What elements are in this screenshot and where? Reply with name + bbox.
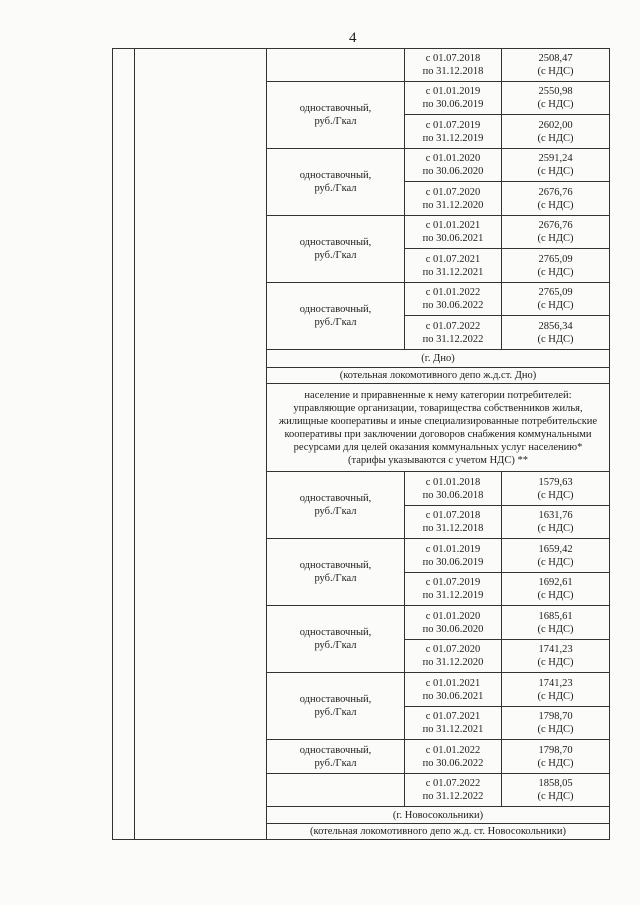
period-line: с 01.01.2020 bbox=[425, 153, 481, 164]
period-line: по 31.12.2018 bbox=[422, 523, 484, 534]
period-line: по 31.12.2019 bbox=[422, 590, 484, 601]
section-caption: (котельная локомотивного депо ж.д. ст. Новосокольники) bbox=[267, 824, 610, 840]
tariff-value-line: (с НДС) bbox=[537, 791, 574, 802]
period-cell bbox=[405, 506, 502, 539]
tariff-value-cell bbox=[502, 774, 610, 807]
rate-type-cell bbox=[267, 472, 405, 539]
rate-type-cell bbox=[267, 49, 405, 82]
consumer-category-line: население и приравненные к нему категории потребителей: bbox=[304, 389, 572, 401]
consumer-category-line: жилищные кооперативы и иные специализированные потребительские bbox=[278, 415, 598, 427]
tariff-value-line: 2676,76 bbox=[538, 186, 573, 198]
rate-type-line: руб./Гкал bbox=[314, 640, 357, 651]
period-line: с 01.07.2019 bbox=[425, 577, 481, 588]
tariff-value-line: 1631,76 bbox=[538, 510, 573, 521]
tariff-value-line: (с НДС) bbox=[537, 99, 574, 110]
tariff-value-line: (с НДС) bbox=[537, 556, 574, 568]
tariff-row bbox=[113, 49, 610, 82]
tariff-value-line: (с НДС) bbox=[537, 489, 574, 501]
tariff-value-line: (с НДС) bbox=[537, 657, 574, 668]
rate-type-line: одноставочный, bbox=[299, 237, 372, 248]
tariff-value-line: 2856,34 bbox=[538, 320, 573, 332]
tariff-value-cell bbox=[502, 472, 610, 506]
period-cell bbox=[405, 707, 502, 740]
tariff-value-cell bbox=[502, 249, 610, 283]
consumer-category-line: ресурсами для целей оказания коммунальных услуг населению* bbox=[293, 441, 583, 453]
rate-type-line: одноставочный, bbox=[299, 560, 372, 571]
section-caption: (котельная локомотивного депо ж.д.ст. Дно) bbox=[267, 368, 610, 384]
tariff-value-line: 2765,09 bbox=[538, 253, 573, 265]
rate-type-cell bbox=[267, 216, 405, 283]
period-line: по 31.12.2022 bbox=[422, 333, 484, 345]
period-cell bbox=[405, 316, 502, 350]
period-line: по 30.06.2019 bbox=[422, 99, 484, 110]
tariff-value-cell bbox=[502, 707, 610, 740]
period-cell bbox=[405, 115, 502, 149]
period-cell bbox=[405, 640, 502, 673]
tariff-value-line: (с НДС) bbox=[537, 590, 574, 601]
tariff-value-cell bbox=[502, 506, 610, 539]
period-line: с 01.07.2021 bbox=[425, 711, 481, 722]
period-line: с 01.07.2019 bbox=[425, 119, 481, 131]
tariff-value-line: 2765,09 bbox=[538, 287, 573, 298]
period-cell bbox=[405, 149, 502, 182]
consumer-category-line: (тарифы указываются с учетом НДС) ** bbox=[348, 454, 528, 466]
period-cell bbox=[405, 49, 502, 82]
tariff-value-line: (с НДС) bbox=[537, 333, 574, 345]
rate-type-line: руб./Гкал bbox=[314, 707, 357, 718]
rate-type-line: руб./Гкал bbox=[314, 573, 357, 584]
period-line: по 30.06.2018 bbox=[422, 489, 484, 501]
period-line: с 01.07.2022 bbox=[425, 778, 481, 789]
tariff-value-cell bbox=[502, 115, 610, 149]
tariff-value-line: 2591,24 bbox=[538, 153, 573, 164]
rate-type-line: одноставочный, bbox=[299, 627, 372, 638]
rate-type-line: одноставочный, bbox=[299, 694, 372, 705]
tariff-value-cell bbox=[502, 49, 610, 82]
period-line: с 01.01.2019 bbox=[425, 86, 481, 97]
consumer-category-line: кооперативы при заключении договоров снабжения коммунальными bbox=[284, 428, 592, 440]
tariff-value-cell bbox=[502, 740, 610, 774]
rate-type-cell bbox=[267, 283, 405, 350]
tariff-value-line: (с НДС) bbox=[537, 300, 574, 311]
period-line: по 30.06.2022 bbox=[422, 300, 484, 311]
row-number-cell bbox=[113, 49, 135, 840]
rate-type-line: руб./Гкал bbox=[314, 317, 357, 328]
tariff-value-line: (с НДС) bbox=[537, 233, 574, 244]
period-line: с 01.01.2018 bbox=[425, 476, 481, 488]
period-cell bbox=[405, 182, 502, 216]
tariff-value-line: 1798,70 bbox=[538, 711, 573, 722]
tariff-value-cell bbox=[502, 216, 610, 249]
tariff-value-cell bbox=[502, 573, 610, 606]
tariff-value-cell bbox=[502, 673, 610, 707]
period-line: по 31.12.2019 bbox=[422, 132, 484, 144]
tariff-value-cell bbox=[502, 539, 610, 573]
tariff-value-line: 2550,98 bbox=[538, 86, 573, 97]
period-cell bbox=[405, 472, 502, 506]
tariff-value-line: (с НДС) bbox=[537, 66, 574, 77]
rate-type-cell bbox=[267, 539, 405, 606]
section-caption: (г. Дно) bbox=[267, 350, 610, 368]
tariff-value-line: 1659,42 bbox=[538, 543, 573, 555]
period-cell bbox=[405, 216, 502, 249]
tariff-value-line: 1579,63 bbox=[538, 476, 573, 488]
organization-cell bbox=[135, 49, 267, 840]
period-cell bbox=[405, 673, 502, 707]
tariff-value-line: (с НДС) bbox=[537, 199, 574, 211]
period-line: по 30.06.2020 bbox=[422, 166, 484, 177]
tariff-value-cell bbox=[502, 606, 610, 640]
period-cell bbox=[405, 740, 502, 774]
tariff-value-cell bbox=[502, 283, 610, 316]
rate-type-line: руб./Гкал bbox=[314, 250, 357, 261]
page-number: 4 bbox=[349, 30, 357, 46]
period-line: по 30.06.2019 bbox=[422, 556, 484, 568]
period-line: по 31.12.2018 bbox=[422, 66, 484, 77]
period-line: по 30.06.2020 bbox=[422, 623, 484, 635]
consumer-category-text bbox=[267, 384, 610, 472]
tariff-value-line: (с НДС) bbox=[537, 757, 574, 769]
tariff-value-cell bbox=[502, 182, 610, 216]
section-caption: (г. Новосокольники) bbox=[267, 807, 610, 824]
tariff-value-line: 2676,76 bbox=[538, 220, 573, 231]
rate-type-line: руб./Гкал bbox=[314, 757, 357, 769]
tariff-value-line: 1685,61 bbox=[538, 610, 573, 622]
tariff-value-line: (с НДС) bbox=[537, 132, 574, 144]
period-line: с 01.07.2020 bbox=[425, 186, 481, 198]
tariff-value-line: 1858,05 bbox=[538, 778, 573, 789]
rate-type-cell bbox=[267, 606, 405, 673]
period-line: по 31.12.2021 bbox=[422, 266, 484, 278]
period-cell bbox=[405, 774, 502, 807]
tariff-value-line: 1741,23 bbox=[538, 677, 573, 689]
rate-type-cell bbox=[267, 82, 405, 149]
tariff-value-line: (с НДС) bbox=[537, 623, 574, 635]
tariff-value-line: (с НДС) bbox=[537, 266, 574, 278]
tariff-value-line: (с НДС) bbox=[537, 724, 574, 735]
period-line: по 31.12.2021 bbox=[422, 724, 484, 735]
period-line: с 01.01.2021 bbox=[425, 677, 481, 689]
period-line: с 01.07.2018 bbox=[425, 510, 481, 521]
rate-type-line: руб./Гкал bbox=[314, 183, 357, 194]
period-line: с 01.01.2022 bbox=[425, 287, 481, 298]
consumer-category-line: управляющие организации, товарищества собственников жилья, bbox=[293, 402, 583, 414]
rate-type-cell bbox=[267, 774, 405, 807]
tariff-value-line: 2602,00 bbox=[538, 119, 573, 131]
period-line: по 31.12.2022 bbox=[422, 791, 484, 802]
period-line: с 01.07.2021 bbox=[425, 253, 481, 265]
period-cell bbox=[405, 249, 502, 283]
rate-type-cell bbox=[267, 149, 405, 216]
period-cell bbox=[405, 539, 502, 573]
rate-type-line: одноставочный, bbox=[299, 170, 372, 181]
tariff-table bbox=[112, 48, 610, 840]
period-line: с 01.01.2021 bbox=[425, 220, 481, 231]
rate-type-line: одноставочный, bbox=[299, 493, 372, 504]
rate-type-line: руб./Гкал bbox=[314, 116, 357, 127]
period-line: по 30.06.2021 bbox=[422, 233, 484, 244]
tariff-value-line: 1741,23 bbox=[538, 644, 573, 655]
period-line: по 30.06.2022 bbox=[422, 757, 484, 769]
rate-type-line: руб./Гкал bbox=[314, 506, 357, 517]
rate-type-cell bbox=[267, 740, 405, 774]
rate-type-cell bbox=[267, 673, 405, 740]
tariff-value-cell bbox=[502, 640, 610, 673]
tariff-value-line: 1692,61 bbox=[538, 577, 573, 588]
tariff-value-cell bbox=[502, 149, 610, 182]
rate-type-line: одноставочный, bbox=[299, 304, 372, 315]
rate-type-line: одноставочный, bbox=[299, 103, 372, 114]
tariff-value-line: (с НДС) bbox=[537, 523, 574, 534]
period-line: по 31.12.2020 bbox=[422, 657, 484, 668]
period-line: с 01.07.2018 bbox=[425, 53, 481, 64]
tariff-value-cell bbox=[502, 82, 610, 115]
period-line: по 31.12.2020 bbox=[422, 199, 484, 211]
tariff-value-line: (с НДС) bbox=[537, 690, 574, 702]
period-line: с 01.01.2019 bbox=[425, 543, 481, 555]
tariff-value-line: 2508,47 bbox=[538, 53, 573, 64]
tariff-value-line: 1798,70 bbox=[538, 744, 573, 756]
tariff-value-cell bbox=[502, 316, 610, 350]
period-line: с 01.01.2022 bbox=[425, 744, 481, 756]
period-line: по 30.06.2021 bbox=[422, 690, 484, 702]
period-line: с 01.07.2020 bbox=[425, 644, 481, 655]
period-cell bbox=[405, 573, 502, 606]
period-cell bbox=[405, 82, 502, 115]
period-cell bbox=[405, 283, 502, 316]
tariff-value-line: (с НДС) bbox=[537, 166, 574, 177]
period-cell bbox=[405, 606, 502, 640]
period-line: с 01.01.2020 bbox=[425, 610, 481, 622]
period-line: с 01.07.2022 bbox=[425, 320, 481, 332]
rate-type-line: одноставочный, bbox=[299, 744, 372, 756]
